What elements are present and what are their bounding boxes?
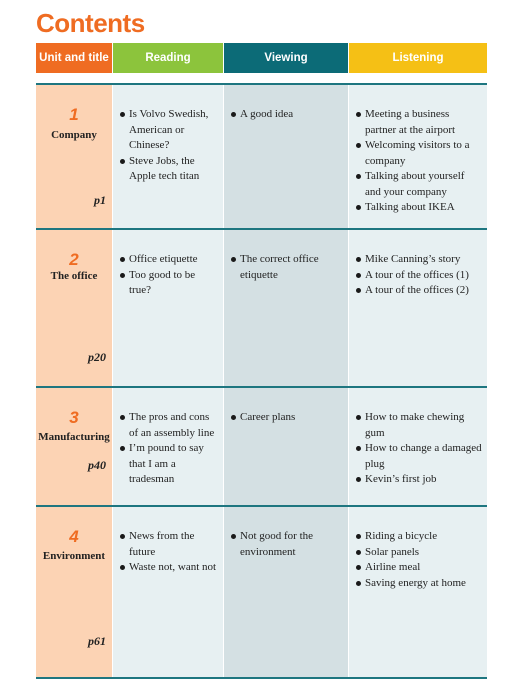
unit-row-4 [36,505,487,679]
listening-item: How to make chewing gum [355,410,483,441]
unit-number: 2 [69,250,79,269]
listening-item: Airline meal [355,560,483,576]
unit-page: p40 [88,458,106,472]
listening-cell [349,85,487,228]
listening-cell [349,230,487,386]
listening-item: Welcoming visitors to a company [355,138,483,169]
listening-item: Solar panels [355,545,483,561]
listening-item: Mike Canning’s story [355,252,483,268]
unit-number: 1 [69,105,79,124]
viewing-item: Not good for the environment [230,529,342,560]
header-listening: Listening [349,43,487,73]
unit-page: p20 [88,350,106,364]
viewing-cell [224,230,348,386]
viewing-cell [224,85,348,228]
listening-item: Saving energy at home [355,576,483,592]
unit-page: p1 [94,193,106,207]
unit-title: Company [51,129,97,141]
reading-cell [113,507,223,677]
unit-page: p61 [88,634,106,648]
reading-item: News from the future [119,529,217,560]
unit-number: 3 [69,408,79,427]
viewing-cell [224,507,348,677]
unit-title: Manufacturing [38,431,110,443]
reading-cell [113,85,223,228]
reading-item: The pros and cons of an assembly line [119,410,217,441]
reading-item: Is Volvo Swedish, American or Chinese? [119,107,217,154]
viewing-item: A good idea [230,107,342,123]
viewing-item: Career plans [230,410,342,426]
reading-item: Steve Jobs, the Apple tech titan [119,154,217,185]
unit-row-2 [36,228,487,386]
unit-row-1 [36,83,487,228]
unit-number: 4 [69,527,79,546]
table-header [36,43,487,73]
reading-item: I’m pound to say that I am a tradesman [119,441,217,488]
listening-item: Meeting a business partner at the airport [355,107,483,138]
viewing-cell [224,388,348,505]
unit-title-cell [36,85,112,228]
reading-cell [113,388,223,505]
header-reading: Reading [113,43,223,73]
reading-item: Too good to be true? [119,268,217,299]
listening-item: A tour of the offices (2) [355,283,483,299]
viewing-item: The correct office etiquette [230,252,342,283]
unit-title-cell [36,230,112,386]
reading-item: Office etiquette [119,252,217,268]
listening-item: How to change a damaged plug [355,441,483,472]
unit-title: The office [50,270,98,282]
listening-item: A tour of the offices (1) [355,268,483,284]
listening-cell [349,388,487,505]
listening-item: Riding a bicycle [355,529,483,545]
listening-item: Talking about IKEA [355,200,483,216]
unit-title-cell [36,507,112,677]
listening-item: Kevin’s first job [355,472,483,488]
unit-title-cell [36,388,112,505]
header-viewing: Viewing [224,43,348,73]
unit-row-3 [36,386,487,505]
listening-item: Talking about yourself and your company [355,169,483,200]
reading-cell [113,230,223,386]
header-unit-and-title: Unit and title [36,43,112,73]
unit-title: Environment [42,550,106,562]
listening-cell [349,507,487,677]
page-title: Contents [36,8,145,38]
reading-item: Waste not, want not [119,560,217,576]
